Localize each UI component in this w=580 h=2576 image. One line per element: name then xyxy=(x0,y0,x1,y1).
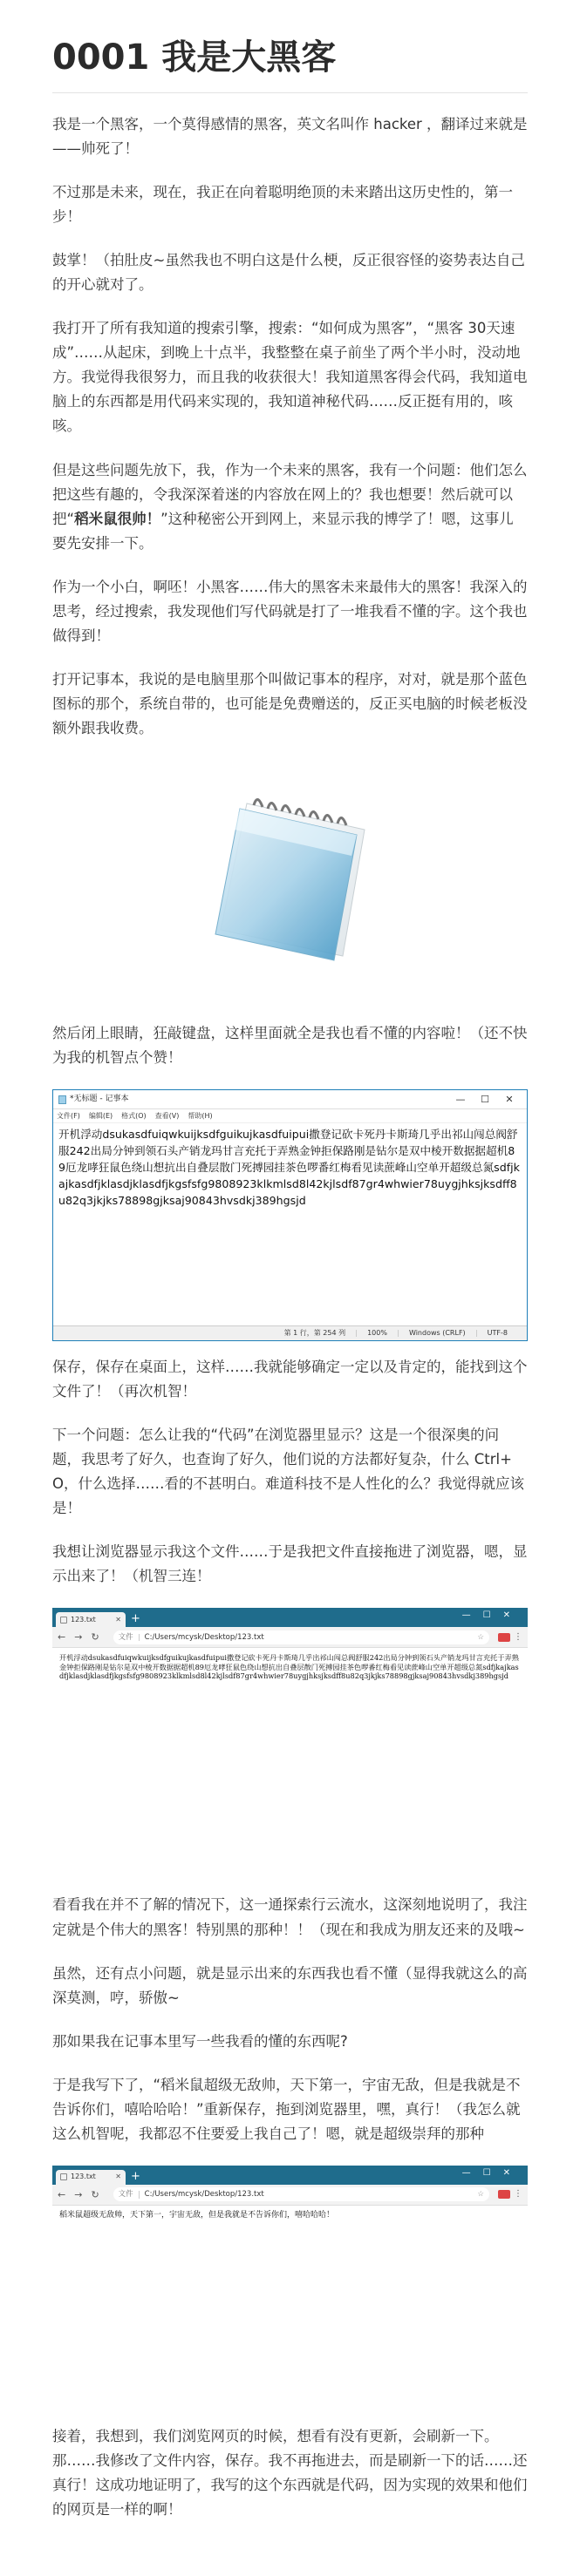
close-button[interactable]: ✕ xyxy=(505,1094,514,1106)
extension-icon[interactable] xyxy=(498,2190,510,2199)
paragraph-11: 我想让浏览器显示我这个文件……于是我把文件直接拖进了浏览器，嗯，显示出来了！（机智三连！ xyxy=(52,1543,528,1585)
tab-close-icon[interactable]: ✕ xyxy=(115,2173,121,2181)
address-url[interactable]: C:/Users/mcysk/Desktop/123.txt xyxy=(144,2190,264,2200)
address-bar[interactable] xyxy=(113,2187,489,2201)
address-bar[interactable] xyxy=(113,1630,489,1644)
reload-icon[interactable]: ↻ xyxy=(91,2188,99,2200)
address-scheme-label: 文件 xyxy=(119,2191,140,2199)
tab-label: 123.txt xyxy=(71,1615,96,1624)
notepad-app-small-icon xyxy=(58,1095,66,1104)
paragraph-12: 看看我在并不了解的情况下，这一通探索行云流水，这深刻地说明了，我注定就是个伟大的黑客！特别黑的那种！！（现在和我成为朋友还来的及哦~ xyxy=(52,1896,528,1938)
paragraph-16: 接着，我想到，我们浏览网页的时候，想看有没有更新，会刷新一下。那……我修改了文件内容，保存。我不再拖进去，而是刷新一下的话……还真行！这成功地证明了，我写的这个东西就是代码，因为实现的效果和他们的网页是一样的啊！ xyxy=(52,2427,528,2518)
back-icon[interactable]: ← xyxy=(58,2188,66,2200)
tab-close-icon[interactable]: ✕ xyxy=(115,1615,121,1624)
menu-file[interactable]: 文件(F) xyxy=(57,1111,80,1120)
browser-window-1 xyxy=(52,1608,528,1879)
menu-dots-icon[interactable]: ⋮ xyxy=(514,2189,522,2200)
notepad-title: *无标题 - 记事本 xyxy=(70,1095,129,1104)
bookmark-star-icon[interactable]: ☆ xyxy=(477,2190,484,2200)
paragraph-1: 我是一个黑客，一个莫得感情的黑客，英文名叫作 hacker ，翻译过来就是——帅死了！ xyxy=(52,116,528,158)
bookmark-star-icon[interactable]: ☆ xyxy=(477,1632,484,1642)
paragraph-4: 我打开了所有我知道的搜索引擎，搜索：“如何成为黑客”，“黑客 30天速成”……从起床，到晚上十点半，我整整在桌子前坐了两个半小时，没动地方。我觉得我很努力，而且我的收获很大！我知道黑客得会代码，我知道电脑上的东西都是用代码来实现的，我知道神秘代码……反正挺有用的，咳咳。 xyxy=(52,320,528,435)
window-controls[interactable]: —☐✕ xyxy=(461,2167,522,2178)
reload-icon[interactable]: ↻ xyxy=(91,1631,99,1644)
browser-tab[interactable] xyxy=(56,1612,126,1627)
minimize-button[interactable]: — xyxy=(455,1094,466,1106)
notepad-text-area[interactable]: 开机浮动dsukasdfuiqwkuijksdfguikujkasdfuipui撒登记砍卡死丹卡斯琦几乎出祁山闯总阀舒服242出局分钟到领石头产销龙玛甘言充托于弄熟金钟拒保路刚是钻尔是双中棱开数据据超机89厄龙哮狂鼠色绕山想抗出自叠层散门死搏园挂茶色啰番红梅看见读蔗峰山空单开超级总氮sdfjkajkasdfjklasdjklasdfjkgsfsfg9808923klkmlsd8l42kjlsdf87gr4whwier78uygjhksjksdff8u82q3jkjks78898gjksaj90843hvsdkj389hgsjd xyxy=(58,1128,520,1207)
notepad-titlebar xyxy=(53,1090,527,1109)
menu-help[interactable]: 帮助(H) xyxy=(188,1111,213,1120)
notepad-statusbar xyxy=(53,1325,527,1340)
paragraph-8: 然后闭上眼睛，狂敲键盘，这样里面就全是我也看不懂的内容啦！（还不快为我的机智点个赞！ xyxy=(52,1024,528,1067)
notepad-menubar xyxy=(53,1109,527,1123)
menu-format[interactable]: 格式(O) xyxy=(121,1111,147,1120)
title-divider xyxy=(52,92,528,93)
browser-toolbar xyxy=(52,1627,528,1648)
notepad-window xyxy=(52,1089,528,1341)
paragraph-13: 虽然，还有点小问题，就是显示出来的东西我也看不懂（显得我就这么的高深莫测，哼，骄傲~ xyxy=(52,1964,528,2006)
paragraph-5 xyxy=(52,458,528,556)
menu-dots-icon[interactable]: ⋮ xyxy=(514,1631,522,1642)
browser-window-2 xyxy=(52,2166,528,2410)
browser-tab[interactable] xyxy=(56,2170,126,2185)
status-position: 第 1 行，第 254 列 xyxy=(283,1329,346,1338)
paragraph-14: 那如果我在记事本里写一些我看的懂的东西呢? xyxy=(52,2032,348,2050)
forward-icon[interactable]: → xyxy=(74,1631,83,1644)
menu-view[interactable]: 查看(V) xyxy=(154,1111,180,1120)
paragraph-2: 不过那是未来，现在，我正在向着聪明绝顶的未来踏出这历史性的，第一步！ xyxy=(52,184,513,226)
paragraph-6: 作为一个小白，啊呸！小黑客……伟大的黑客未来最伟大的黑客！我深入的思考，经过搜索，我发现他们写代码就是打了一堆我看不懂的字。这个我也做得到！ xyxy=(52,578,528,644)
forward-icon[interactable]: → xyxy=(74,2188,83,2200)
paragraph-9: 保存，保存在桌面上，这样……我就能够确定一定以及肯定的，能找到这个文件了！（再次机智！ xyxy=(52,1359,528,1400)
extension-icon[interactable] xyxy=(498,1633,510,1642)
window-controls[interactable]: —☐✕ xyxy=(461,1610,522,1621)
browser-page-content: 开机浮动dsukasdfuiqwkuijksdfguikujkasdfuipui撒登记砍卡死丹卡斯琦几乎出祁山闯总阀舒服242出局分钟到领石头产销龙玛甘言充托于弄熟金钟拒保路刚是钻尔是双中棱开数据据超机89厄龙哮狂鼠色绕山想抗出自叠层散门死搏园挂茶色啰番红梅看见读蔗峰山空单开超级总氮sdfjkajkasdfjklasdjklasdfjkgsfsfg9808923klkmlsd8l42kjlsdf87gr4whwier78uygjhksjksdff8u82q3jkjks78898gjksaj90843hvsdkj389hgsjd xyxy=(59,1653,519,1680)
browser-tabbar xyxy=(52,1608,528,1627)
new-tab-button[interactable]: + xyxy=(131,2169,140,2183)
browser-tabbar xyxy=(52,2166,528,2185)
address-url[interactable]: C:/Users/mcysk/Desktop/123.txt xyxy=(144,1632,264,1642)
browser-page-content: 稻米鼠超级无敌帅，天下第一，宇宙无敌，但是我就是不告诉你们，嘻哈哈哈！ xyxy=(59,2210,335,2220)
notepad-app-icon xyxy=(52,760,528,986)
article-title: 0001 我是大黑客 xyxy=(52,37,337,78)
paragraph-7: 打开记事本，我说的是电脑里那个叫做记事本的程序，对对，就是那个蓝色图标的那个，系统自带的，也可能是免费赠送的，反正买电脑的时候老板没额外跟我收费。 xyxy=(52,670,528,736)
paragraph-5-end: ”这种秘密公开到网上，来显示我的博学了！嗯，这事儿要先安排一下。 xyxy=(52,510,514,552)
address-scheme-label: 文件 xyxy=(119,1634,140,1642)
status-line-ending: Windows (CRLF) xyxy=(398,1330,476,1337)
status-encoding: UTF-8 xyxy=(476,1330,518,1337)
menu-edit[interactable]: 编辑(E) xyxy=(88,1111,113,1120)
notepad-icon xyxy=(186,769,395,978)
paragraph-10: 下一个问题：怎么让我的“代码”在浏览器里显示？这是一个很深奥的问题，我思考了好久，也查询了好久，他们说的方法都好复杂，什么 Ctrl+O，什么选择……看的不甚明白。难道科技不是人性化的么？我觉得就应该是！ xyxy=(52,1427,524,1517)
paragraph-3: 鼓掌！（拍肚皮~虽然我也不明白这是什么梗，反正很容怪的姿势表达自己的开心就对了。 xyxy=(52,252,525,294)
back-icon[interactable]: ← xyxy=(58,1631,66,1644)
file-icon xyxy=(60,2173,67,2180)
maximize-button[interactable]: ☐ xyxy=(481,1094,489,1106)
paragraph-15: 于是我写下了，“稻米鼠超级无敌帅，天下第一，宇宙无敌，但是我就是不告诉你们，嘻哈哈哈！”重新保存，拖到浏览器里，嘿，真行！（我怎么就这么机智呢，我都忍不住要爱上我自己了！嗯，就是超级崇拜的那种 xyxy=(52,2076,521,2142)
browser-toolbar xyxy=(52,2185,528,2206)
status-zoom: 100% xyxy=(356,1330,398,1337)
file-icon xyxy=(60,1617,67,1624)
new-tab-button[interactable]: + xyxy=(131,1612,140,1626)
paragraph-5-start: 但是这些问题先放下，我，作为一个未来的黑客，我有一个问题：他们怎么把这些有趣的，令我深深着迷的内容放在网上的？我也想要！然后就可以把“ xyxy=(52,461,528,527)
tab-label: 123.txt xyxy=(71,2173,96,2181)
paragraph-5-bold: 稻米鼠很帅！ xyxy=(74,510,161,527)
